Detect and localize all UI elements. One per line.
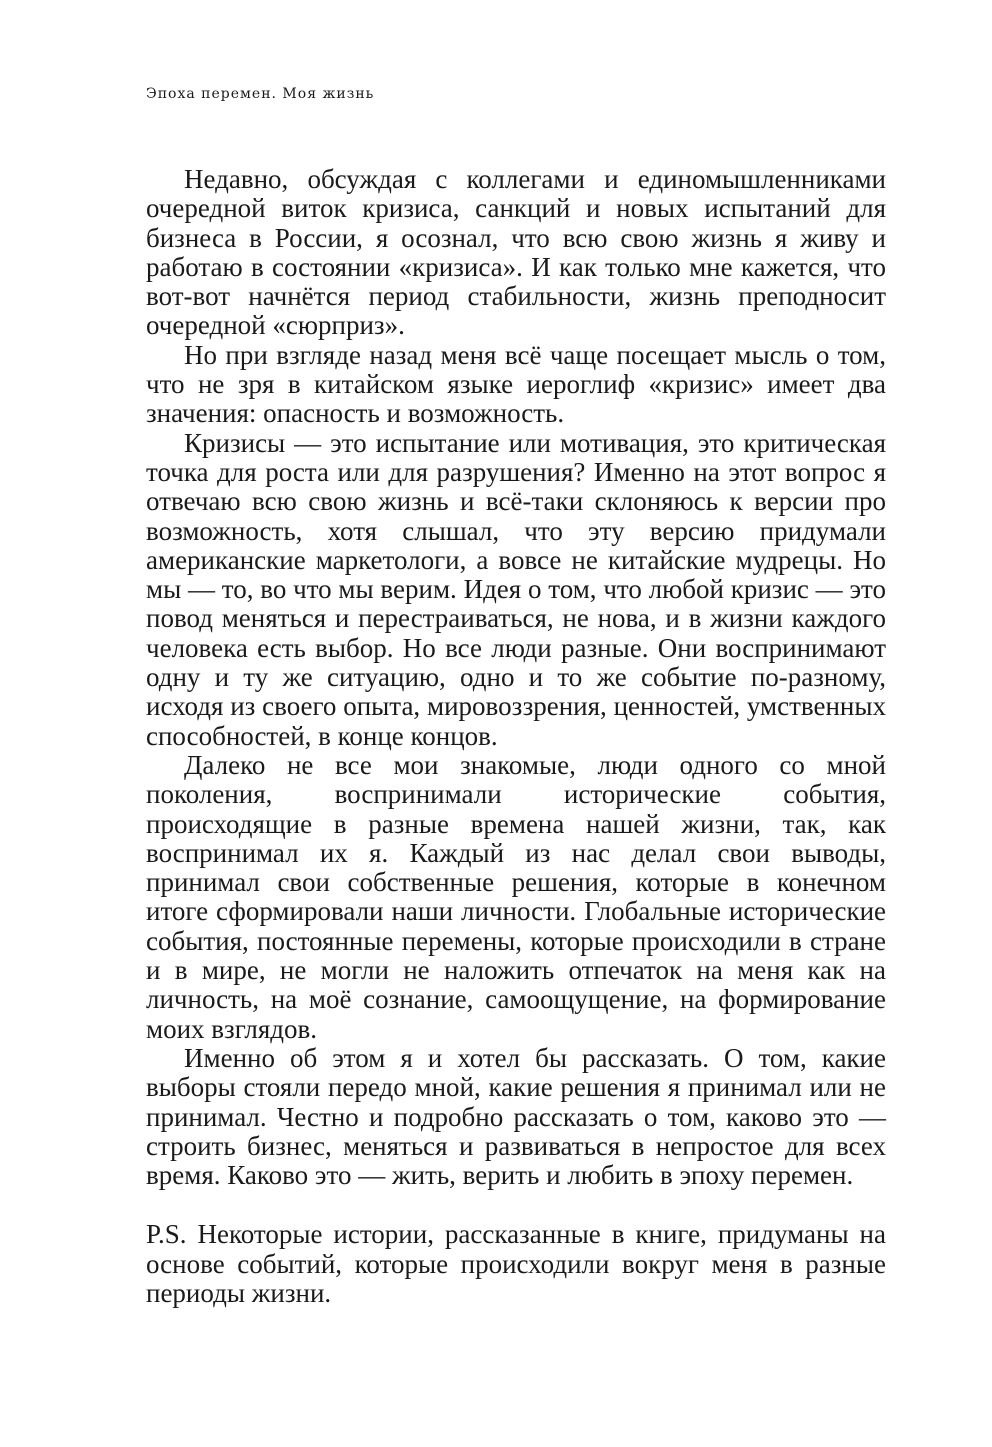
paragraph: Недавно, обсуждая с коллегами и единомышленниками очередной виток кризиса, санкций и новых испытаний для бизнеса в России, я осознал, что всю свою жизнь я живу и работаю в состоянии «кризиса». И как только мне кажется, что вот-вот начнётся период стабильности, жизнь преподносит очередной «сюрприз». bbox=[146, 164, 886, 341]
postscript: P.S. Некоторые истории, рассказанные в книге, придуманы на основе событий, которые происходили вокруг меня в разные периоды жизни. bbox=[146, 1219, 886, 1308]
running-head: Эпоха перемен. Моя жизнь bbox=[146, 86, 375, 102]
paragraph: Далеко не все мои знакомые, люди одного со мной поколения, воспринимали исторические события, происходящие в разные времена нашей жизни, так, как воспринимал их я. Каждый из нас делал свои выводы, принимал свои собственные решения, которые в конечном итоге сформировали наши личности. Глобальные исторические события, постоянные перемены, которые происходили в стране и в мире, не могли не наложить отпечаток на меня как на личность, на моё сознание, самоощущение, на формирование моих взглядов. bbox=[146, 749, 886, 1044]
paragraph: Но при взгляде назад меня всё чаще посещает мысль о том, что не зря в китайском языке иероглиф «кризис» имеет два значения: опасность и возможность. bbox=[146, 339, 886, 429]
paragraph: Кризисы — это испытание или мотивация, это критическая точка для роста или для разрушения? Именно на этот вопрос я отвечаю всю свою жизнь и всё-таки склоняюсь к версии про возможность, хотя слышал, что эту версию придумали американские маркетологи, а вовсе не китайские мудрецы. Но мы — то, во что мы верим. Идея о том, что любой кризис — это повод меняться и перестраиваться, не нова, и в жизни каждого человека есть выбор. Но все люди разные. Они воспринимают одну и ту же ситуацию, одно и то же событие по-разному, исходя из своего опыта, мировоззрения, ценностей, умственных способностей, в конце концов. bbox=[146, 427, 886, 751]
paragraph: Именно об этом я и хотел бы рассказать. О том, какие выборы стояли передо мной, какие решения я принимал или не принимал. Честно и подробно рассказать о том, каково это — строить бизнес, меняться и развиваться в непростое для всех время. Каково это — жить, верить и любить в эпоху перемен. bbox=[146, 1042, 886, 1191]
main-text bbox=[146, 165, 886, 1308]
